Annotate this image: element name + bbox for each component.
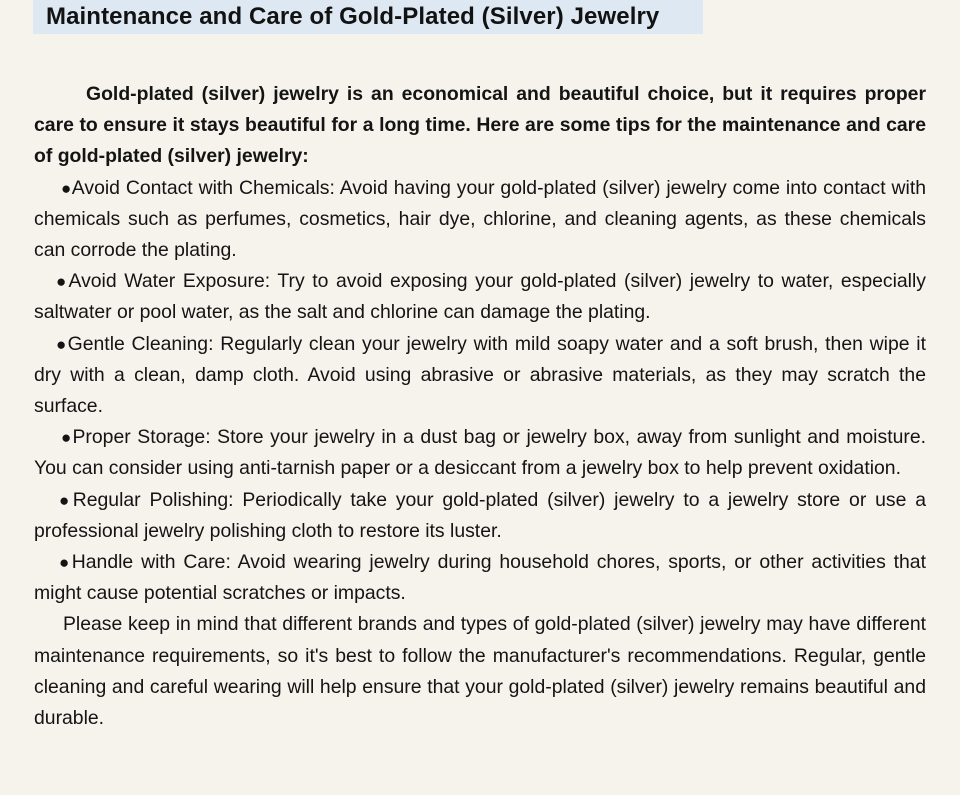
- article-body: [34, 79, 926, 734]
- bullet-icon: ●: [61, 178, 72, 198]
- tip-text: Avoid Water Exposure: Try to avoid exposing your gold-plated (silver) jewelry to water, especially saltwater or pool water, as the salt and chlorine can damage the plating.: [34, 270, 926, 324]
- bullet-icon: ●: [56, 334, 68, 354]
- tip-gentle-cleaning: [34, 329, 926, 423]
- tip-proper-storage: [34, 422, 926, 484]
- tip-regular-polishing: [34, 485, 926, 547]
- tip-text: Handle with Care: Avoid wearing jewelry during household chores, sports, or other activities that might cause potential scratches or impacts.: [34, 551, 926, 605]
- bullet-icon: ●: [56, 272, 69, 292]
- tip-text: Avoid Contact with Chemicals: Avoid having your gold-plated (silver) jewelry come into contact with chemicals such as perfumes, cosmetics, hair dye, chlorine, and cleaning agents, as these chemicals can corrode the plating.: [34, 176, 926, 262]
- bullet-icon: ●: [59, 490, 73, 510]
- tip-avoid-chemicals: [34, 173, 926, 267]
- intro-paragraph: Gold-plated (silver) jewelry is an economical and beautiful choice, but it requires proper care to ensure it stays beautiful for a long time. Here are some tips for the maintenance and care of gold-plated (silver) jewelry:: [34, 83, 926, 168]
- title-banner: [33, 0, 703, 34]
- closing-paragraph: Please keep in mind that different brands and types of gold-plated (silver) jewelry may have different maintenance requirements, so it's best to follow the manufacturer's recommendations. Regular, gentle cleaning and careful wearing will help ensure that your gold-plated (silver) jewelry remains beautiful and durable.: [34, 613, 926, 730]
- bullet-icon: ●: [59, 553, 72, 573]
- page-title: Maintenance and Care of Gold-Plated (Silver) Jewelry: [46, 3, 660, 30]
- bullet-icon: ●: [61, 428, 73, 448]
- tip-avoid-water: [34, 266, 926, 328]
- tip-text: Gentle Cleaning: Regularly clean your jewelry with mild soapy water and a soft brush, then wipe it dry with a clean, damp cloth. Avoid using abrasive or abrasive materials, as they may scratch the surface.: [34, 332, 926, 418]
- tip-text: Proper Storage: Store your jewelry in a dust bag or jewelry box, away from sunlight and moisture. You can consider using anti-tarnish paper or a desiccant from a jewelry box to help prevent oxidation.: [34, 426, 926, 480]
- tip-text: Regular Polishing: Periodically take your gold-plated (silver) jewelry to a jewelry store or use a professional jewelry polishing cloth to restore its luster.: [34, 488, 926, 542]
- tip-handle-with-care: [34, 547, 926, 609]
